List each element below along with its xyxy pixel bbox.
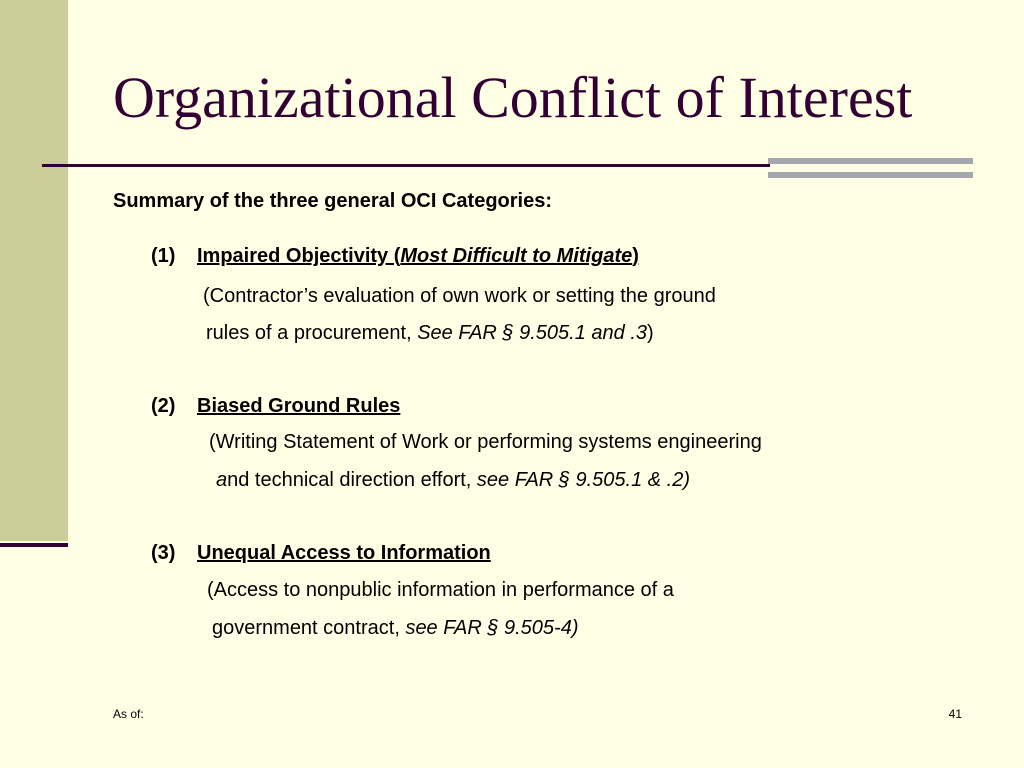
page-number: 41 — [948, 707, 962, 721]
category-1-number: (1) — [151, 245, 176, 267]
category-1-desc-line1: (Contractor’s evaluation of own work or setting the ground — [203, 285, 716, 307]
category-2-heading — [151, 393, 400, 419]
accent-bar-top — [768, 158, 973, 164]
title-divider — [42, 164, 770, 167]
accent-bar-bottom — [768, 172, 973, 178]
category-3-number: (3) — [151, 542, 176, 564]
category-2-name: Biased Ground Rules — [197, 395, 401, 417]
category-3-heading — [151, 540, 491, 566]
category-1-heading — [151, 243, 639, 269]
category-3-desc-line1: (Access to nonpublic information in performance of a — [207, 579, 674, 601]
left-decorative-line — [0, 543, 68, 547]
left-decorative-band — [0, 0, 68, 541]
footer-date-label: As of: — [113, 707, 144, 721]
category-2-desc-line1: (Writing Statement of Work or performing systems engineering — [209, 431, 762, 453]
category-2-number: (2) — [151, 395, 176, 417]
category-3-name: Unequal Access to Information — [197, 542, 491, 564]
slide-title: Organizational Conflict of Interest — [113, 65, 913, 130]
category-2-desc-line2: and technical direction effort, see FAR § 9.505.1 & .2) — [216, 469, 690, 491]
category-1-name: Impaired Objectivity (Most Difficult to Mitigate) — [197, 245, 639, 267]
summary-heading: Summary of the three general OCI Categories: — [113, 190, 553, 212]
category-1-desc-line2: rules of a procurement, See FAR § 9.505.1 and .3) — [206, 322, 654, 344]
category-3-desc-line2: government contract, see FAR § 9.505-4) — [212, 617, 579, 639]
